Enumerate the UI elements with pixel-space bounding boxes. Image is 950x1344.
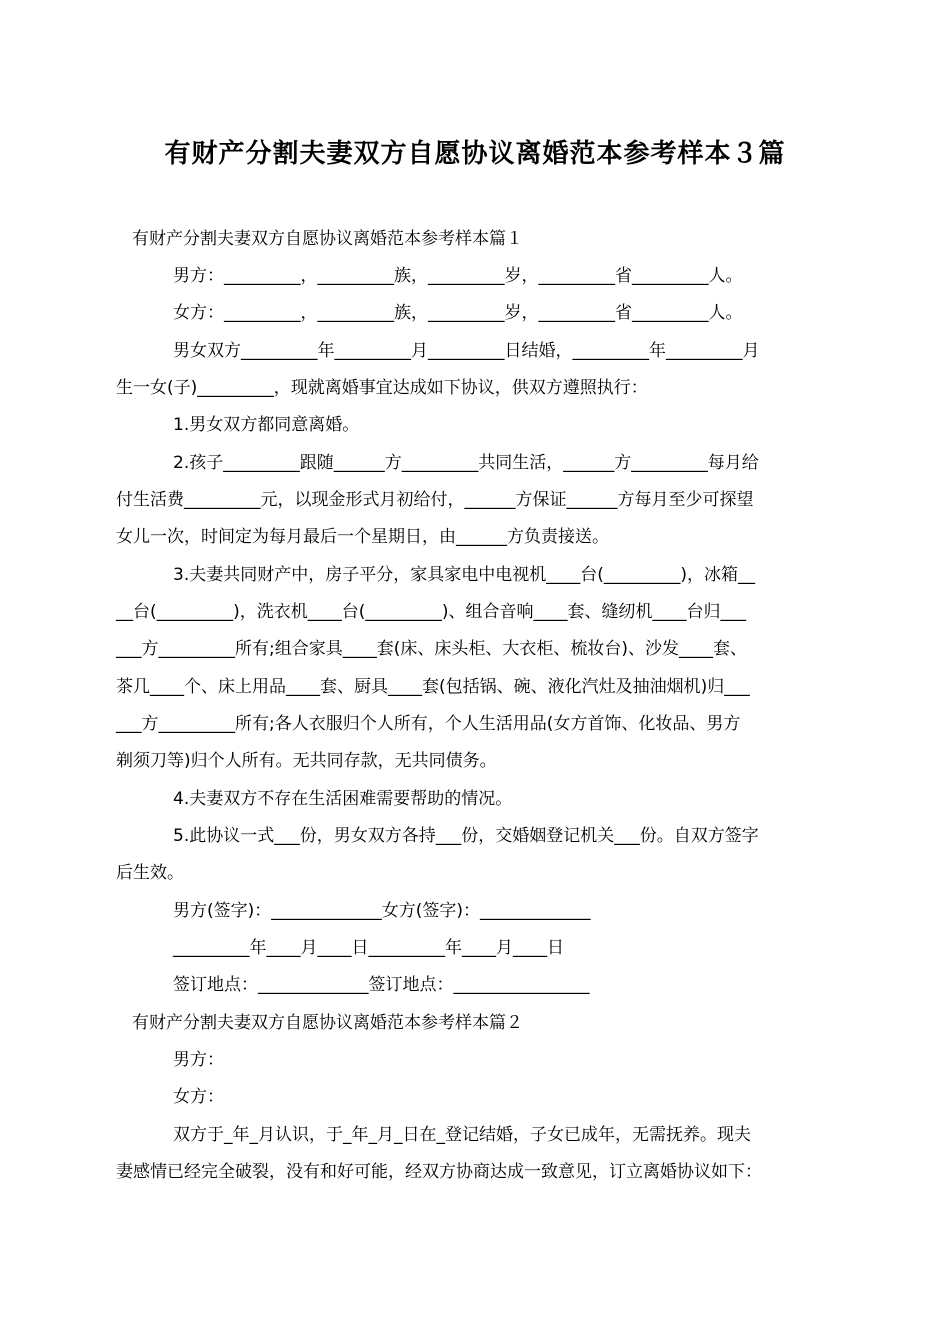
paragraph-line: 女方：_________，_________族，_________岁，_________省_________人。 bbox=[173, 303, 743, 323]
section-heading: 有财产分割夫妻双方自愿协议离婚范本参考样本篇１ bbox=[132, 229, 523, 249]
paragraph-line: 付生活费_________元，以现金形式月初给付，______方保证______方每月至少可探望 bbox=[116, 490, 754, 510]
paragraph-line: 后生效。 bbox=[116, 863, 184, 883]
paragraph-line: 1.男女双方都同意离婚。 bbox=[173, 415, 360, 435]
paragraph-line: ___方_________所有;组合家具____套(床、床头柜、大衣柜、梳妆台)、沙发____套、 bbox=[116, 639, 747, 659]
paragraph-line: 3.夫妻共同财产中，房子平分，家具家电中电视机____台(_________)，冰箱__ bbox=[173, 565, 755, 585]
paragraph-line: 生一女(子)_________，现就离婚事宜达成如下协议，供双方遵照执行： bbox=[116, 378, 648, 398]
paragraph-line: ___方_________所有;各人衣服归个人所有，个人生活用品(女方首饰、化妆品、男方 bbox=[116, 714, 741, 734]
paragraph-line: 男方： bbox=[173, 1050, 224, 1070]
paragraph-line: 剃须刀等)归个人所有。无共同存款，无共同债务。 bbox=[116, 751, 497, 771]
paragraph-line: 男女双方_________年_________月_________日结婚，_________年_________月 bbox=[173, 341, 760, 361]
date-line: _________年____月____日_________年____月____日 bbox=[173, 938, 564, 958]
signature-line: 男方(签字)：_____________女方(签字)：_____________ bbox=[173, 901, 591, 921]
section-heading: 有财产分割夫妻双方自愿协议离婚范本参考样本篇２ bbox=[132, 1013, 523, 1033]
paragraph-line: 女儿一次，时间定为每月最后一个星期日，由______方负责接送。 bbox=[116, 527, 609, 547]
paragraph-line: 双方于_年_月认识，于_年_月_日在_登记结婚，子女已成年，无需抚养。现夫 bbox=[173, 1125, 751, 1145]
paragraph-line: 妻感情已经完全破裂，没有和好可能，经双方协商达成一致意见，订立离婚协议如下： bbox=[116, 1162, 762, 1182]
paragraph-line: 2.孩子_________跟随______方_________共同生活，______方_________每月给 bbox=[173, 453, 759, 473]
paragraph-line: 男方：_________，_________族，_________岁，_________省_________人。 bbox=[173, 266, 743, 286]
paragraph-line: __台(_________)，洗衣机____台(_________)、组合音响____套、缝纫机____台归___ bbox=[116, 602, 747, 622]
paragraph-line: 5.此协议一式___份，男女双方各持___份，交婚姻登记机关___份。自双方签字 bbox=[173, 826, 759, 846]
paragraph-line: 茶几____个、床上用品____套、厨具____套(包括锅、碗、液化汽灶及抽油烟机)归___ bbox=[116, 677, 750, 697]
document-title: 有财产分割夫妻双方自愿协议离婚范本参考样本３篇 bbox=[164, 139, 786, 169]
paragraph-line: 女方： bbox=[173, 1087, 224, 1107]
paragraph-line: 4.夫妻双方不存在生活困难需要帮助的情况。 bbox=[173, 789, 513, 809]
location-line: 签订地点：_____________签订地点：________________ bbox=[173, 975, 590, 995]
